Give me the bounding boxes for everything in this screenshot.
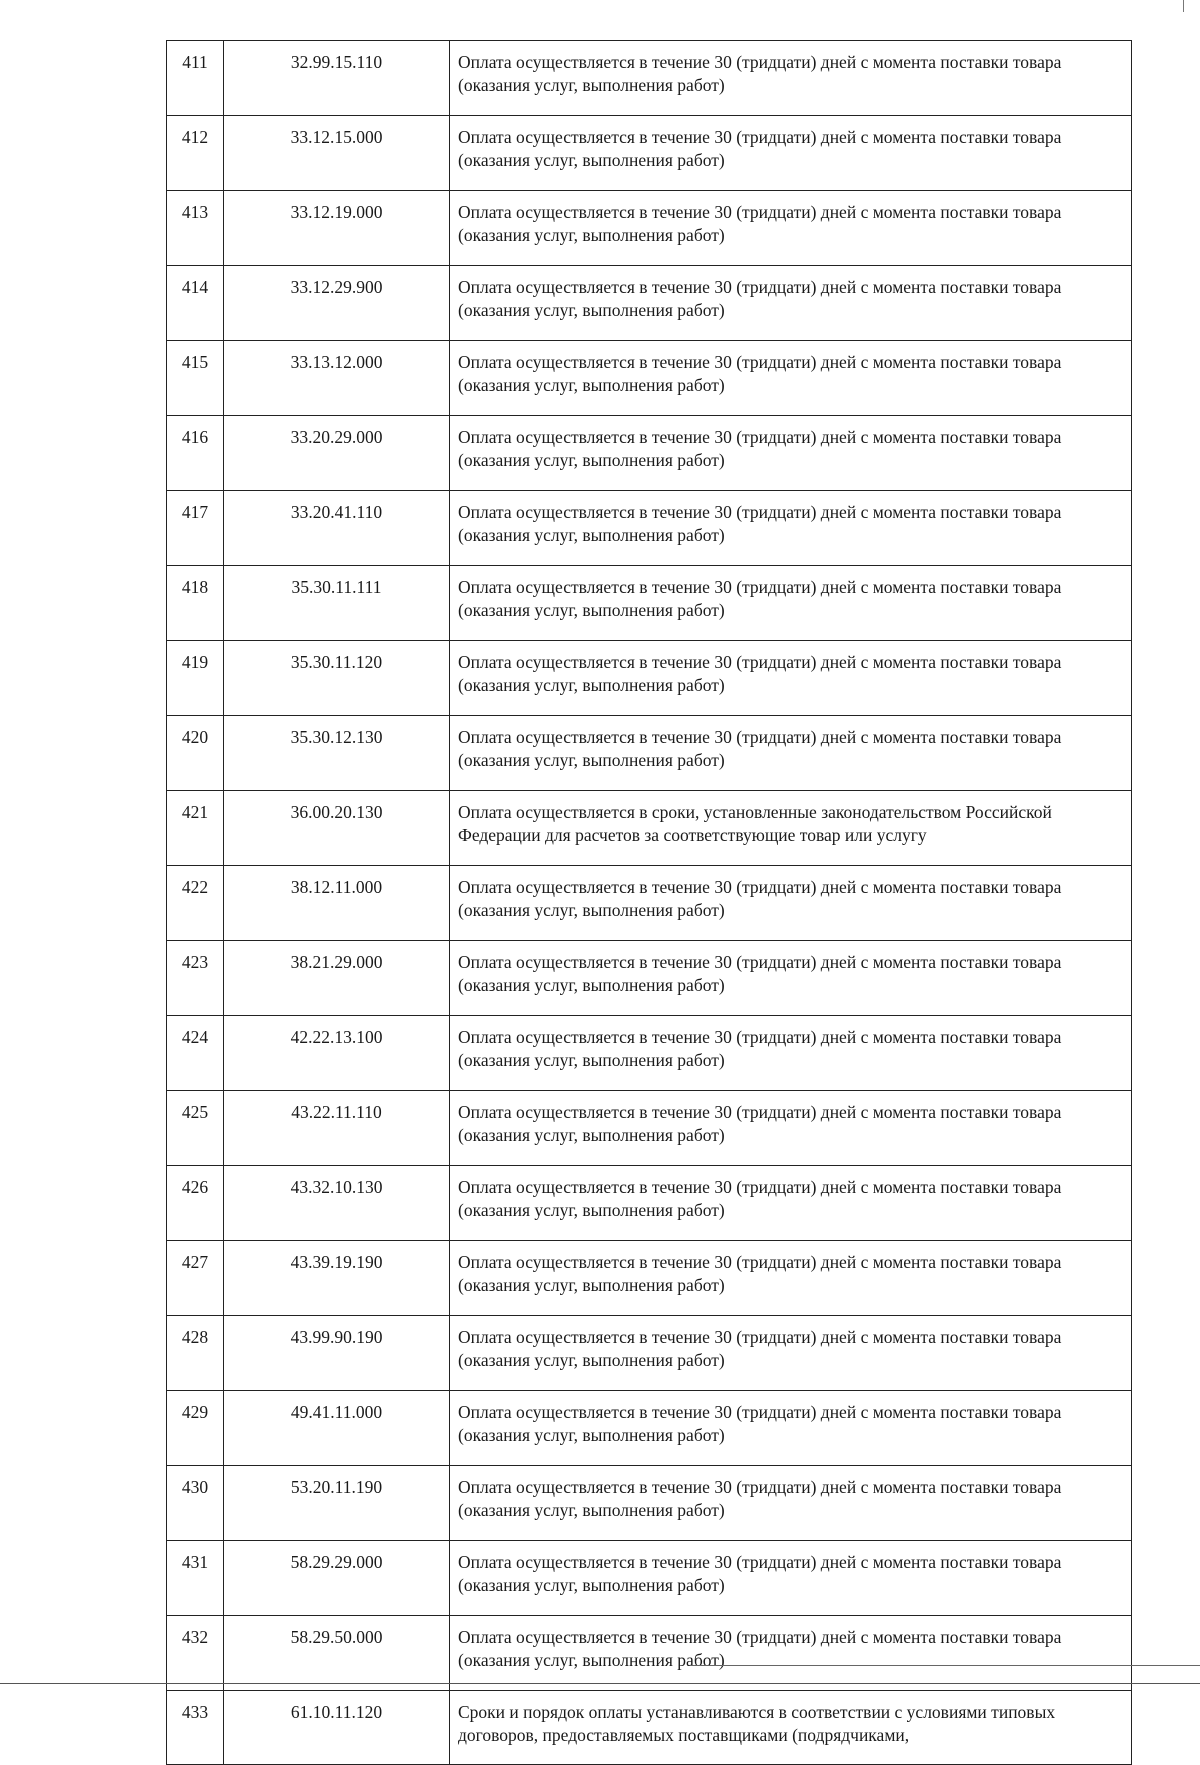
payment-terms-text: Сроки и порядок оплаты устанавливаются в соответствии с условиями типовых договоров, предоставляемых поставщиками (подрядчиками, xyxy=(450,1691,1132,1765)
row-number: 421 xyxy=(167,791,224,866)
okpd-code: 58.29.29.000 xyxy=(224,1541,450,1616)
table-row xyxy=(167,1616,1132,1691)
okpd-code: 58.29.50.000 xyxy=(224,1616,450,1691)
table-row xyxy=(167,1091,1132,1166)
okpd-code: 43.32.10.130 xyxy=(224,1166,450,1241)
okpd-code: 33.13.12.000 xyxy=(224,341,450,416)
payment-terms-text: Оплата осуществляется в сроки, установленные законодательством Российской Федерации для расчетов за соответствующие товар или услугу xyxy=(450,791,1132,866)
okpd-code: 61.10.11.120 xyxy=(224,1691,450,1765)
row-number: 414 xyxy=(167,266,224,341)
okpd-code: 38.21.29.000 xyxy=(224,941,450,1016)
table-row xyxy=(167,866,1132,941)
okpd-code: 43.22.11.110 xyxy=(224,1091,450,1166)
table-row xyxy=(167,716,1132,791)
row-number: 430 xyxy=(167,1466,224,1541)
okpd-code: 42.22.13.100 xyxy=(224,1016,450,1091)
row-number: 427 xyxy=(167,1241,224,1316)
table-row xyxy=(167,1391,1132,1466)
payment-terms-text: Оплата осуществляется в течение 30 (тридцати) дней с момента поставки товара (оказания услуг, выполнения работ) xyxy=(450,266,1132,341)
payment-terms-text: Оплата осуществляется в течение 30 (тридцати) дней с момента поставки товара (оказания услуг, выполнения работ) xyxy=(450,1016,1132,1091)
okpd-code: 49.41.11.000 xyxy=(224,1391,450,1466)
scan-edge-line xyxy=(690,1665,1200,1666)
table-row xyxy=(167,1466,1132,1541)
payment-terms-text: Оплата осуществляется в течение 30 (тридцати) дней с момента поставки товара (оказания услуг, выполнения работ) xyxy=(450,1316,1132,1391)
payment-terms-text: Оплата осуществляется в течение 30 (тридцати) дней с момента поставки товара (оказания услуг, выполнения работ) xyxy=(450,1616,1132,1691)
table-row xyxy=(167,1541,1132,1616)
row-number: 432 xyxy=(167,1616,224,1691)
row-number: 418 xyxy=(167,566,224,641)
table-row xyxy=(167,566,1132,641)
row-number: 416 xyxy=(167,416,224,491)
payment-terms-text: Оплата осуществляется в течение 30 (тридцати) дней с момента поставки товара (оказания услуг, выполнения работ) xyxy=(450,41,1132,116)
okpd-code: 38.12.11.000 xyxy=(224,866,450,941)
table-row xyxy=(167,341,1132,416)
payment-terms-text: Оплата осуществляется в течение 30 (тридцати) дней с момента поставки товара (оказания услуг, выполнения работ) xyxy=(450,1091,1132,1166)
table-row xyxy=(167,41,1132,116)
row-number: 433 xyxy=(167,1691,224,1765)
payment-terms-text: Оплата осуществляется в течение 30 (тридцати) дней с момента поставки товара (оказания услуг, выполнения работ) xyxy=(450,491,1132,566)
payment-terms-text: Оплата осуществляется в течение 30 (тридцати) дней с момента поставки товара (оказания услуг, выполнения работ) xyxy=(450,866,1132,941)
payment-terms-table xyxy=(166,40,1132,1765)
row-number: 412 xyxy=(167,116,224,191)
payment-terms-text: Оплата осуществляется в течение 30 (тридцати) дней с момента поставки товара (оказания услуг, выполнения работ) xyxy=(450,1541,1132,1616)
row-number: 426 xyxy=(167,1166,224,1241)
payment-terms-text: Оплата осуществляется в течение 30 (тридцати) дней с момента поставки товара (оказания услуг, выполнения работ) xyxy=(450,191,1132,266)
okpd-code: 35.30.11.111 xyxy=(224,566,450,641)
table-row xyxy=(167,116,1132,191)
payment-terms-text: Оплата осуществляется в течение 30 (тридцати) дней с момента поставки товара (оказания услуг, выполнения работ) xyxy=(450,1241,1132,1316)
table-row xyxy=(167,191,1132,266)
okpd-code: 33.20.29.000 xyxy=(224,416,450,491)
row-number: 423 xyxy=(167,941,224,1016)
payment-terms-text: Оплата осуществляется в течение 30 (тридцати) дней с момента поставки товара (оказания услуг, выполнения работ) xyxy=(450,116,1132,191)
table-row xyxy=(167,1316,1132,1391)
payment-terms-text: Оплата осуществляется в течение 30 (тридцати) дней с момента поставки товара (оказания услуг, выполнения работ) xyxy=(450,941,1132,1016)
payment-terms-text: Оплата осуществляется в течение 30 (тридцати) дней с момента поставки товара (оказания услуг, выполнения работ) xyxy=(450,1466,1132,1541)
payment-terms-text: Оплата осуществляется в течение 30 (тридцати) дней с момента поставки товара (оказания услуг, выполнения работ) xyxy=(450,1166,1132,1241)
row-number: 425 xyxy=(167,1091,224,1166)
okpd-code: 33.12.29.900 xyxy=(224,266,450,341)
table-row xyxy=(167,791,1132,866)
table-row xyxy=(167,941,1132,1016)
scan-edge-mark xyxy=(1183,0,1190,12)
row-number: 417 xyxy=(167,491,224,566)
okpd-code: 33.20.41.110 xyxy=(224,491,450,566)
row-number: 411 xyxy=(167,41,224,116)
okpd-code: 33.12.15.000 xyxy=(224,116,450,191)
table-row xyxy=(167,1166,1132,1241)
payment-terms-text: Оплата осуществляется в течение 30 (тридцати) дней с момента поставки товара (оказания услуг, выполнения работ) xyxy=(450,341,1132,416)
okpd-code: 36.00.20.130 xyxy=(224,791,450,866)
row-number: 422 xyxy=(167,866,224,941)
table-row xyxy=(167,491,1132,566)
row-number: 429 xyxy=(167,1391,224,1466)
row-number: 413 xyxy=(167,191,224,266)
okpd-code: 32.99.15.110 xyxy=(224,41,450,116)
row-number: 415 xyxy=(167,341,224,416)
okpd-code: 53.20.11.190 xyxy=(224,1466,450,1541)
row-number: 428 xyxy=(167,1316,224,1391)
payment-terms-text: Оплата осуществляется в течение 30 (тридцати) дней с момента поставки товара (оказания услуг, выполнения работ) xyxy=(450,641,1132,716)
payment-terms-text: Оплата осуществляется в течение 30 (тридцати) дней с момента поставки товара (оказания услуг, выполнения работ) xyxy=(450,566,1132,641)
payment-terms-text: Оплата осуществляется в течение 30 (тридцати) дней с момента поставки товара (оказания услуг, выполнения работ) xyxy=(450,716,1132,791)
row-number: 424 xyxy=(167,1016,224,1091)
okpd-code: 33.12.19.000 xyxy=(224,191,450,266)
okpd-code: 35.30.11.120 xyxy=(224,641,450,716)
table-row xyxy=(167,416,1132,491)
table-row xyxy=(167,1016,1132,1091)
row-number: 419 xyxy=(167,641,224,716)
table-row xyxy=(167,266,1132,341)
payment-terms-text: Оплата осуществляется в течение 30 (тридцати) дней с момента поставки товара (оказания услуг, выполнения работ) xyxy=(450,416,1132,491)
row-number: 420 xyxy=(167,716,224,791)
okpd-code: 35.30.12.130 xyxy=(224,716,450,791)
row-number: 431 xyxy=(167,1541,224,1616)
table-row xyxy=(167,641,1132,716)
scan-edge-line xyxy=(0,1683,1200,1684)
table-row xyxy=(167,1691,1132,1765)
payment-terms-text: Оплата осуществляется в течение 30 (тридцати) дней с момента поставки товара (оказания услуг, выполнения работ) xyxy=(450,1391,1132,1466)
table-row xyxy=(167,1241,1132,1316)
okpd-code: 43.99.90.190 xyxy=(224,1316,450,1391)
okpd-code: 43.39.19.190 xyxy=(224,1241,450,1316)
